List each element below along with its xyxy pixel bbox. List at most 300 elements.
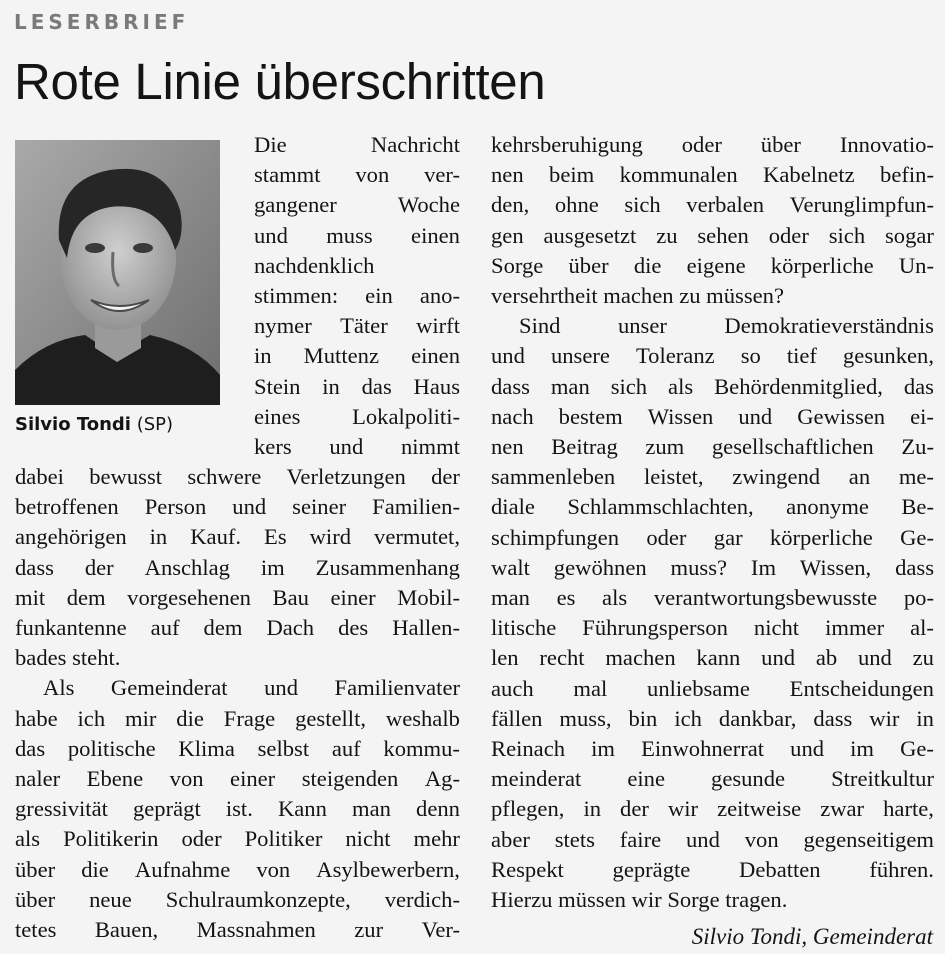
text-line (491, 190, 934, 220)
word: einen (411, 343, 460, 369)
word: als (602, 585, 628, 610)
word: Bau (272, 584, 309, 610)
word: verantwortungsbewusste (653, 585, 878, 610)
word: nen (491, 434, 524, 459)
word: von (744, 826, 779, 852)
word: faire (619, 826, 662, 852)
text-line (491, 251, 934, 281)
text-line (254, 341, 460, 371)
word: Wissen (647, 403, 714, 429)
word: einer (330, 584, 376, 610)
word: die (176, 705, 204, 731)
word: Frage (223, 705, 276, 731)
word: Woche (397, 192, 460, 218)
word: eines (254, 403, 301, 429)
word: gestellt, (295, 705, 366, 731)
word: in (149, 524, 168, 550)
text-line (15, 553, 460, 583)
text-line (491, 462, 934, 492)
word: kommunalen (619, 162, 738, 188)
word: anonyme (786, 494, 869, 520)
text-line (254, 281, 460, 311)
word: len (491, 645, 519, 671)
word: Familien- (372, 494, 460, 520)
author-name: Silvio Tondi (15, 414, 131, 435)
word: der (431, 464, 460, 489)
word: Person (144, 494, 207, 520)
word: Innovatio- (839, 132, 934, 157)
text-line: Hierzu müssen wir Sorge tragen. (491, 887, 788, 912)
word: einen (411, 222, 460, 248)
text-line (15, 794, 460, 824)
word: oder (768, 222, 809, 248)
word: Dach (266, 615, 315, 640)
word: recht (539, 645, 585, 671)
word: über (760, 132, 801, 157)
text-line (491, 794, 934, 824)
text-line (15, 915, 460, 945)
text-line (15, 885, 460, 915)
word: zu (656, 222, 678, 248)
word: so (740, 343, 761, 369)
word: der (84, 554, 114, 580)
word: im (591, 736, 615, 761)
article-kicker: LESERBRIEF (14, 10, 190, 34)
word: die (633, 252, 662, 278)
word: gegenseitigem (803, 826, 934, 852)
word: des (338, 615, 369, 640)
text-line (15, 462, 460, 492)
word: steigenden (301, 766, 399, 791)
word: Sind (519, 313, 561, 339)
text-line (254, 160, 460, 190)
word: gressivität (15, 796, 108, 822)
word: Reinach (491, 736, 566, 761)
word: Behördenmitglied, (714, 373, 883, 399)
word: Zu- (901, 434, 934, 459)
word: walt (491, 554, 530, 580)
word: und (685, 826, 720, 852)
word: in (322, 373, 340, 399)
word: auch (491, 675, 534, 701)
word: und (790, 736, 825, 761)
word: ein (365, 283, 393, 308)
word: Demokratieverständnis (724, 313, 934, 339)
text-line (15, 583, 460, 613)
word: und (254, 222, 288, 248)
word: nymer (254, 313, 312, 339)
word: und (491, 343, 525, 369)
word: Lokalpoliti- (352, 403, 460, 429)
word: Führungsperson (582, 615, 728, 641)
word: me- (898, 464, 934, 490)
word: gangener (254, 192, 337, 218)
word: harte, (883, 796, 934, 822)
word: zwar (820, 796, 865, 822)
text-line (15, 734, 460, 764)
word: sehen (697, 222, 749, 248)
word: sich (828, 222, 866, 248)
word: ohne (554, 192, 599, 218)
word: funkantenne (15, 615, 127, 640)
word: Ver- (421, 917, 460, 942)
word: Be- (901, 494, 934, 520)
word: Klima (178, 735, 235, 761)
word: dem (66, 584, 106, 610)
word: man (550, 373, 590, 399)
text-line (491, 643, 934, 673)
word: zur (354, 917, 384, 942)
word: von (169, 766, 204, 791)
word: kann (696, 645, 741, 671)
word: tetes (15, 917, 57, 942)
word: tief (786, 343, 817, 369)
word: nen (491, 162, 524, 188)
word: Hallen- (392, 615, 460, 640)
word: verbalen (686, 192, 765, 218)
word: vermutet, (374, 524, 460, 550)
word: Im (750, 554, 777, 580)
text-line (15, 855, 460, 885)
word: Verletzungen (286, 464, 406, 489)
word: als (15, 826, 41, 852)
word: man (352, 796, 391, 822)
word: und (232, 494, 267, 520)
word: sogar (884, 222, 934, 248)
text-line: nachdenklich (254, 252, 375, 278)
word: schwere (187, 464, 262, 489)
word: betroffenen (15, 494, 119, 520)
text-line (491, 402, 934, 432)
word: litische (491, 615, 557, 641)
word: in (916, 705, 934, 731)
word: habe (15, 705, 58, 731)
word: auf (331, 735, 361, 761)
word: Schlammschlachten, (567, 494, 754, 520)
word: ausgesetzt (543, 222, 637, 248)
word: körperliche (769, 524, 873, 550)
word: dass (491, 373, 530, 399)
text-line (491, 825, 934, 855)
text-line (491, 553, 934, 583)
word: beim (549, 162, 595, 188)
signature: Silvio Tondi, Gemeinderat (691, 924, 933, 949)
word: gesunken, (843, 343, 934, 369)
text-line (491, 734, 934, 764)
word: eine (627, 766, 665, 792)
word: das (361, 373, 392, 399)
text-line (491, 613, 934, 643)
word: denn (416, 796, 460, 822)
text-line (491, 341, 934, 371)
word: Respekt (491, 856, 564, 882)
word: dass (813, 705, 853, 731)
word: Einwohnerrat (641, 736, 765, 761)
word: auf (150, 615, 180, 640)
text-line (491, 130, 934, 160)
word: Politiker (244, 826, 323, 852)
word: Ebene (86, 766, 144, 791)
word: es (556, 585, 576, 610)
word: stimmen: (254, 283, 339, 308)
word: Kabelnetz (763, 162, 855, 188)
word: Streitkultur (831, 766, 934, 792)
word: kers (254, 434, 292, 459)
word: im (260, 554, 285, 580)
word: in (254, 343, 272, 369)
word: immer (825, 615, 885, 641)
word: Aufnahme (134, 856, 231, 882)
word: mit (15, 584, 46, 610)
text-line (15, 704, 460, 734)
word: gesellschaftlichen (711, 434, 874, 459)
word: bin (628, 705, 658, 731)
word: zum (645, 434, 685, 459)
word: Als (43, 675, 75, 701)
word: ich (674, 705, 702, 731)
word: wird (309, 524, 352, 550)
word: ano- (419, 283, 460, 308)
word: und (329, 434, 364, 459)
word: stets (554, 826, 595, 852)
text-line (491, 160, 934, 190)
word: Verunglimpfun- (789, 192, 934, 218)
word: seiner (292, 494, 347, 520)
word: ich (77, 705, 106, 731)
word: Zusammenhang (315, 554, 460, 580)
word: muss? (670, 554, 728, 580)
word: kehrsberuhigung (491, 132, 643, 157)
text-line (254, 311, 460, 341)
word: Toleranz (635, 343, 715, 369)
word: und (857, 645, 892, 671)
word: Schulraumkonzepte, (165, 886, 351, 912)
word: al- (910, 615, 934, 641)
word: körperliche (770, 252, 874, 278)
word: Stein (254, 373, 301, 399)
word: Mobil- (397, 584, 460, 610)
text-line (15, 492, 460, 522)
word: Ge- (900, 524, 934, 550)
word: dabei (15, 464, 64, 489)
word: ver- (424, 162, 460, 188)
word: mal (573, 675, 608, 701)
article-headline: Rote Linie überschritten (14, 53, 546, 110)
word: einer (230, 766, 276, 791)
text-line: bades steht. (15, 645, 121, 671)
word: angehörigen (15, 524, 127, 550)
text-line (491, 523, 934, 553)
word: Wissen, (799, 554, 872, 580)
word: neue (89, 886, 132, 912)
word: sich (610, 373, 648, 399)
word: fällen (491, 705, 543, 731)
text-line (491, 855, 934, 885)
word: nimmt (400, 434, 460, 459)
text-line (254, 402, 460, 432)
word: und (264, 675, 298, 701)
word: oder (646, 524, 687, 550)
word: sammenleben (491, 464, 616, 490)
word: ist. (225, 796, 253, 822)
text-line (15, 673, 460, 703)
word: kommu- (383, 735, 460, 761)
word: muss, (559, 705, 612, 731)
text-line (491, 704, 934, 734)
text-line (15, 522, 460, 552)
word: Debatten (739, 856, 821, 882)
word: gewöhnen (553, 554, 647, 580)
word: Politikerin (63, 826, 159, 852)
word: Nachricht (370, 132, 460, 157)
text-line (15, 613, 460, 643)
word: den, (491, 192, 530, 218)
word: unliebsame (647, 675, 750, 701)
word: muss (326, 222, 373, 248)
text-line (254, 432, 460, 462)
word: im (850, 736, 874, 761)
word: dass (15, 554, 54, 580)
word: verdich- (384, 886, 460, 912)
word: oder (681, 132, 722, 157)
word: geprägt (132, 796, 201, 822)
word: Beitrag (551, 434, 618, 459)
word: Täter (340, 313, 388, 339)
text-line: versehrtheit machen zu müssen? (491, 283, 784, 308)
word: das (15, 735, 46, 761)
word: Entscheidungen (789, 675, 934, 701)
word: oder (181, 826, 222, 852)
word: befin- (880, 162, 934, 188)
word: von (355, 162, 390, 188)
word: und (738, 403, 773, 429)
word: das (903, 373, 934, 399)
word: Gemeinderat (110, 675, 228, 701)
word: politische (67, 735, 156, 761)
word: über (568, 252, 609, 278)
text-line (491, 764, 934, 794)
word: Massnahmen (196, 917, 316, 942)
word: unsere (550, 343, 610, 369)
word: mir (125, 705, 157, 731)
word: als (668, 373, 694, 399)
word: ab (815, 645, 838, 671)
text-line (491, 311, 934, 341)
word: mehr (413, 826, 460, 852)
word: nach (491, 403, 534, 429)
text-line (491, 492, 934, 522)
word: Kauf. (190, 524, 242, 550)
author-party: (SP) (136, 414, 174, 435)
text-line (254, 221, 460, 251)
word: über (15, 856, 56, 882)
word: dankbar, (718, 705, 797, 731)
word: selbst (257, 735, 310, 761)
word: Gewissen (797, 403, 886, 429)
word: unser (617, 313, 667, 339)
word: wirft (416, 313, 460, 339)
word: wir (869, 705, 900, 731)
word: die (81, 856, 109, 882)
word: machen (605, 645, 676, 671)
author-caption (15, 414, 173, 435)
word: Ag- (424, 766, 460, 791)
word: bewusst (89, 464, 163, 489)
text-line (491, 372, 934, 402)
word: Kann (277, 796, 327, 822)
word: bestem (558, 403, 623, 429)
word: po- (903, 585, 934, 610)
word: nicht (345, 826, 391, 852)
word: Un- (898, 252, 934, 278)
word: dem (203, 615, 243, 640)
text-line (491, 221, 934, 251)
word: Asylbewerbern, (316, 856, 460, 882)
word: zu (912, 645, 934, 671)
text-line (491, 432, 934, 462)
word: stammt (254, 162, 321, 188)
word: führen. (869, 856, 934, 882)
word: von (256, 856, 291, 882)
word: an (848, 464, 871, 490)
word: und (761, 645, 796, 671)
text-line (15, 824, 460, 854)
word: pflegen, (491, 796, 565, 822)
word: Die (254, 132, 287, 157)
word: Familienvater (334, 675, 460, 701)
text-line (15, 764, 460, 794)
text-line (254, 190, 460, 220)
word: Es (264, 524, 287, 550)
word: Anschlag (144, 554, 230, 580)
word: Haus (413, 373, 460, 399)
word: weshalb (385, 705, 460, 731)
text-line (254, 372, 460, 402)
word: wir (667, 796, 699, 822)
word: Ge- (900, 736, 934, 761)
word: naler (15, 766, 61, 791)
word: in (583, 796, 602, 822)
word: nicht (753, 615, 800, 641)
text-line (491, 583, 934, 613)
word: aber (491, 826, 530, 852)
word: meinderat (491, 766, 582, 792)
text-line (254, 130, 460, 160)
word: man (491, 585, 530, 610)
word: sich (624, 192, 661, 218)
word: eigene (686, 252, 746, 278)
word: über (15, 886, 56, 912)
word: Bauen, (94, 917, 159, 942)
word: schimpfungen (491, 524, 620, 550)
word: diale (491, 494, 535, 520)
word: Sorge (491, 252, 544, 278)
word: vorgesehenen (127, 584, 251, 610)
word: geprägte (612, 856, 691, 882)
word: der (620, 796, 649, 822)
word: dass (895, 554, 934, 580)
word: leistet, (643, 464, 704, 490)
word: gesunde (711, 766, 786, 792)
text-line (491, 674, 934, 704)
word: zwingend (732, 464, 821, 490)
word: Muttenz (303, 343, 379, 369)
word: gen (491, 222, 524, 248)
author-photo (15, 140, 220, 405)
word: gar (713, 524, 743, 550)
word: zeitweise (717, 796, 802, 822)
word: ei- (910, 403, 934, 429)
